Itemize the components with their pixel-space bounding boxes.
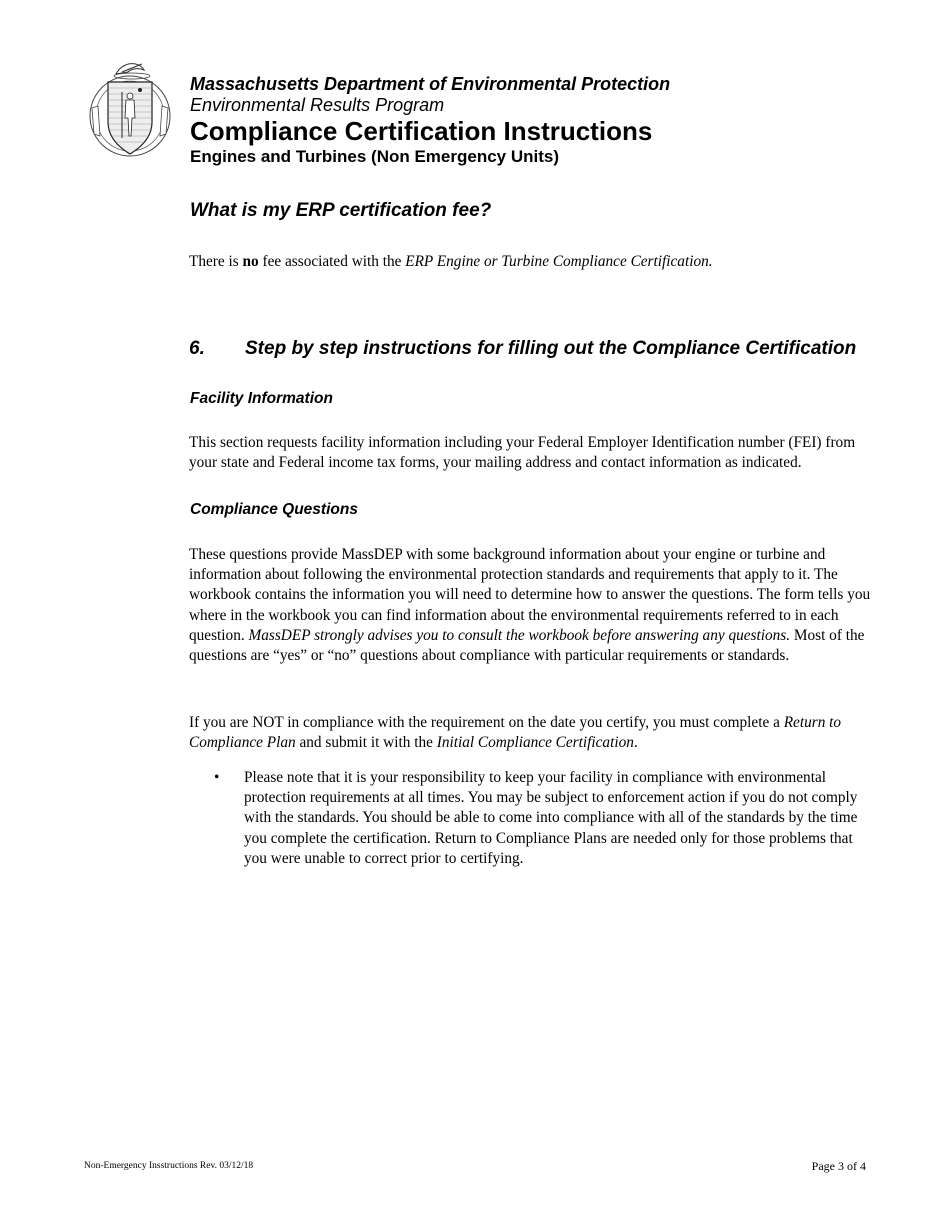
- facility-information-heading: Facility Information: [190, 390, 333, 407]
- noncompliance-text-pre: If you are NOT in compliance with the requirement on the date you certify, you must complete a: [189, 714, 784, 731]
- bullet-text: Please note that it is your responsibility to keep your facility in compliance with environmental protection requirements at all times. You may be subject to enforcement action if you do not comply with the standards. You should be able to come into compliance with all of the standards by the time you complete the certification. Return to Compliance Plans are needed only for those problems that you were unable to correct prior to certifying.: [244, 769, 858, 867]
- footer-revision: Non-Emergency Insstructions Rev. 03/12/18: [84, 1161, 254, 1171]
- compliance-questions-paragraph: [189, 545, 871, 666]
- fee-text-italic: ERP Engine or Turbine Compliance Certification.: [405, 253, 713, 270]
- fee-text-bold: no: [242, 253, 259, 270]
- compliance-text-pre: These questions provide MassDEP with some background information about your engine or turbine and information about following the environmental protection standards and requirements that apply to it. The workbook contains the information you will need to determine how to answer the questions. The form tells you where in the workbook you can find information about the environmental requirements referred to in each question.: [189, 546, 871, 644]
- section-number: 6.: [189, 338, 205, 359]
- return-to-compliance-plan-term: Return to Compliance Plan: [189, 714, 842, 752]
- program-name: Environmental Results Program: [190, 95, 445, 115]
- compliance-questions-heading: Compliance Questions: [190, 501, 358, 518]
- fee-text-mid: fee associated with the: [258, 253, 406, 270]
- bullet-item: [214, 768, 878, 869]
- noncompliance-paragraph: [189, 713, 871, 753]
- facility-information-paragraph: This section requests facility information including your Federal Employer Identification number (FEI) from your state and Federal income tax forms, your mailing address and contact information as indicated.: [189, 434, 856, 472]
- compliance-text-post: Most of the questions are “yes” or “no” questions about compliance with particular requirements or standards.: [189, 626, 865, 665]
- fee-paragraph: [189, 252, 879, 272]
- document-subtitle: Engines and Turbines (Non Emergency Units): [190, 147, 560, 166]
- noncompliance-text-post: .: [633, 734, 638, 752]
- bullet-icon: •: [214, 769, 220, 786]
- compliance-text-italic: MassDEP strongly advises you to consult the workbook before answering any questions.: [248, 626, 791, 644]
- fee-heading: What is my ERP certification fee?: [190, 200, 492, 221]
- initial-compliance-certification-term: Initial Compliance Certification: [436, 734, 634, 752]
- section-6-heading: [189, 338, 856, 360]
- section-6-title: Step by step instructions for filling out the Compliance Certification: [245, 338, 857, 359]
- noncompliance-text-mid: and submit it with the: [295, 734, 437, 752]
- agency-name: Massachusetts Department of Environmental Protection: [190, 74, 671, 94]
- massachusetts-seal-icon: [86, 56, 174, 164]
- footer-page-number: Page 3 of 4: [811, 1159, 866, 1173]
- document-title: Compliance Certification Instructions: [190, 116, 653, 146]
- document-header: [190, 74, 670, 167]
- fee-text-pre: There is: [189, 253, 243, 270]
